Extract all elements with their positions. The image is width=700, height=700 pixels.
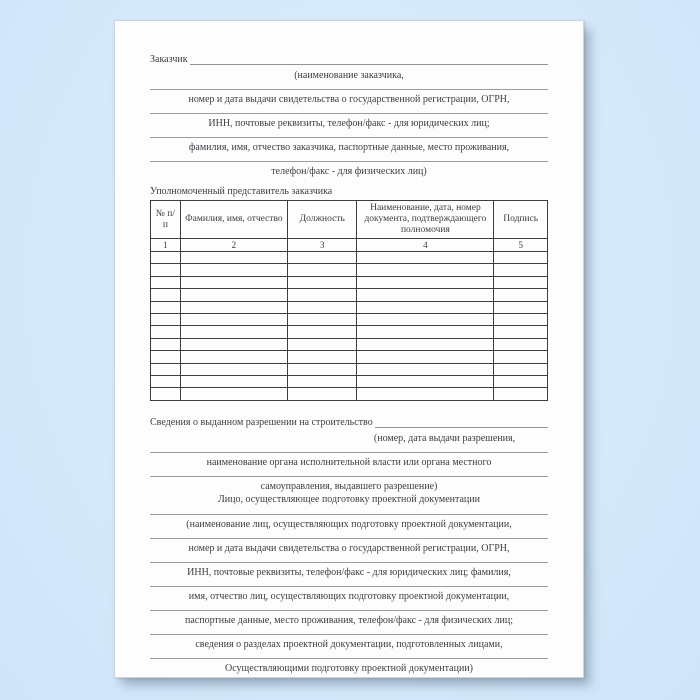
table-empty-cell — [151, 313, 181, 325]
table-empty-row — [151, 351, 548, 363]
designer-caption-7: Осуществляющими подготовку проектной документации) — [150, 658, 548, 675]
table-empty-cell — [180, 313, 287, 325]
table-empty-cell — [151, 351, 181, 363]
designer-caption-6: сведения о разделах проектной документации, подготовленных лицами, — [150, 634, 548, 651]
table-empty-cell — [494, 264, 548, 276]
header-cell-position: Должность — [287, 201, 356, 239]
customer-caption-2: номер и дата выдачи свидетельства о государственной регистрации, ОГРН, — [150, 89, 548, 106]
permit-caption-3: самоуправления, выдавшего разрешение) — [150, 476, 548, 493]
representative-table-title: Уполномоченный представитель заказчика — [150, 186, 333, 197]
table-empty-cell — [180, 326, 287, 338]
table-empty-cell — [287, 363, 356, 375]
table-empty-cell — [180, 264, 287, 276]
table-empty-cell — [494, 351, 548, 363]
table-empty-row — [151, 326, 548, 338]
permit-field-row — [150, 417, 548, 429]
table-empty-cell — [494, 338, 548, 350]
permit-caption-2: наименование органа исполнительной власти или органа местного — [150, 452, 548, 469]
table-empty-cell — [494, 388, 548, 400]
table-empty-cell — [494, 375, 548, 387]
column-number: 5 — [494, 239, 548, 252]
table-empty-cell — [180, 301, 287, 313]
table-empty-row — [151, 363, 548, 375]
customer-field-row — [150, 54, 548, 66]
column-number: 3 — [287, 239, 356, 252]
table-empty-cell — [494, 276, 548, 288]
table-empty-cell — [287, 388, 356, 400]
table-empty-cell — [287, 264, 356, 276]
customer-label: Заказчик — [150, 54, 188, 65]
customer-caption-5: телефон/факс - для физических лиц) — [150, 161, 548, 178]
representative-table-body — [151, 252, 548, 401]
customer-blank-line — [190, 63, 548, 65]
table-empty-cell — [494, 313, 548, 325]
table-empty-cell — [180, 388, 287, 400]
table-empty-cell — [287, 326, 356, 338]
table-empty-cell — [357, 313, 494, 325]
table-empty-cell — [494, 326, 548, 338]
table-empty-cell — [180, 276, 287, 288]
table-empty-cell — [287, 313, 356, 325]
table-empty-cell — [180, 252, 287, 264]
representative-table-header — [151, 201, 548, 252]
table-empty-cell — [151, 375, 181, 387]
header-cell-number: № п/п — [151, 201, 181, 239]
table-empty-cell — [151, 363, 181, 375]
designer-caption-5: паспортные данные, место проживания, телефон/факс - для физических лиц; — [150, 610, 548, 627]
table-empty-cell — [357, 289, 494, 301]
customer-caption-3: ИНН, почтовые реквизиты, телефон/факс - для юридических лиц; — [150, 113, 548, 130]
table-empty-cell — [151, 264, 181, 276]
table-empty-cell — [494, 289, 548, 301]
table-empty-cell — [180, 363, 287, 375]
table-numbering-row — [151, 239, 548, 252]
table-empty-cell — [357, 252, 494, 264]
table-empty-cell — [151, 388, 181, 400]
table-empty-row — [151, 375, 548, 387]
table-empty-cell — [151, 326, 181, 338]
table-empty-cell — [180, 338, 287, 350]
table-empty-cell — [357, 276, 494, 288]
column-number: 1 — [151, 239, 181, 252]
column-number: 2 — [180, 239, 287, 252]
table-empty-cell — [357, 326, 494, 338]
table-empty-row — [151, 338, 548, 350]
designer-caption-3: ИНН, почтовые реквизиты, телефон/факс - для юридических лиц; фамилия, — [150, 562, 548, 579]
table-empty-cell — [180, 375, 287, 387]
table-empty-cell — [494, 363, 548, 375]
designer-caption-1: (наименование лиц, осуществляющих подготовку проектной документации, — [150, 514, 548, 531]
table-empty-row — [151, 276, 548, 288]
designer-label: Лицо, осуществляющее подготовку проектной документации — [217, 493, 480, 505]
table-empty-cell — [494, 301, 548, 313]
customer-caption-4: фамилия, имя, отчество заказчика, паспортные данные, место проживания, — [150, 137, 548, 154]
table-empty-cell — [180, 351, 287, 363]
table-empty-cell — [357, 264, 494, 276]
table-empty-cell — [151, 252, 181, 264]
table-empty-cell — [357, 363, 494, 375]
table-empty-row — [151, 313, 548, 325]
table-empty-cell — [357, 301, 494, 313]
table-empty-cell — [494, 252, 548, 264]
table-empty-cell — [287, 252, 356, 264]
table-empty-cell — [287, 301, 356, 313]
table-empty-cell — [287, 276, 356, 288]
header-cell-signature: Подпись — [494, 201, 548, 239]
customer-caption-1: (наименование заказчика, — [294, 70, 404, 81]
table-empty-row — [151, 252, 548, 264]
table-empty-cell — [151, 276, 181, 288]
table-empty-cell — [151, 338, 181, 350]
permit-blank-line — [375, 426, 548, 428]
permit-label: Сведения о выданном разрешении на строительство — [150, 416, 373, 428]
table-empty-row — [151, 301, 548, 313]
header-cell-document: Наименование, дата, номер документа, подтверждающего полномочия — [357, 201, 494, 239]
table-empty-cell — [287, 351, 356, 363]
table-empty-row — [151, 289, 548, 301]
table-header-row — [151, 201, 548, 239]
column-number: 4 — [357, 239, 494, 252]
designer-caption-2: номер и дата выдачи свидетельства о государственной регистрации, ОГРН, — [150, 538, 548, 555]
table-empty-cell — [151, 301, 181, 313]
table-empty-row — [151, 388, 548, 400]
table-empty-cell — [357, 338, 494, 350]
representative-table — [150, 200, 548, 401]
permit-caption-1: (номер, дата выдачи разрешения, — [373, 432, 516, 444]
table-empty-cell — [357, 388, 494, 400]
table-empty-cell — [287, 375, 356, 387]
table-empty-cell — [151, 289, 181, 301]
table-empty-row — [151, 264, 548, 276]
header-cell-name: Фамилия, имя, отчество — [180, 201, 287, 239]
designer-caption-4: имя, отчество лиц, осуществляющих подготовку проектной документации, — [150, 586, 548, 603]
table-empty-cell — [357, 351, 494, 363]
table-empty-cell — [180, 289, 287, 301]
table-empty-cell — [357, 375, 494, 387]
document-page — [114, 20, 584, 678]
table-empty-cell — [287, 289, 356, 301]
table-empty-cell — [287, 338, 356, 350]
